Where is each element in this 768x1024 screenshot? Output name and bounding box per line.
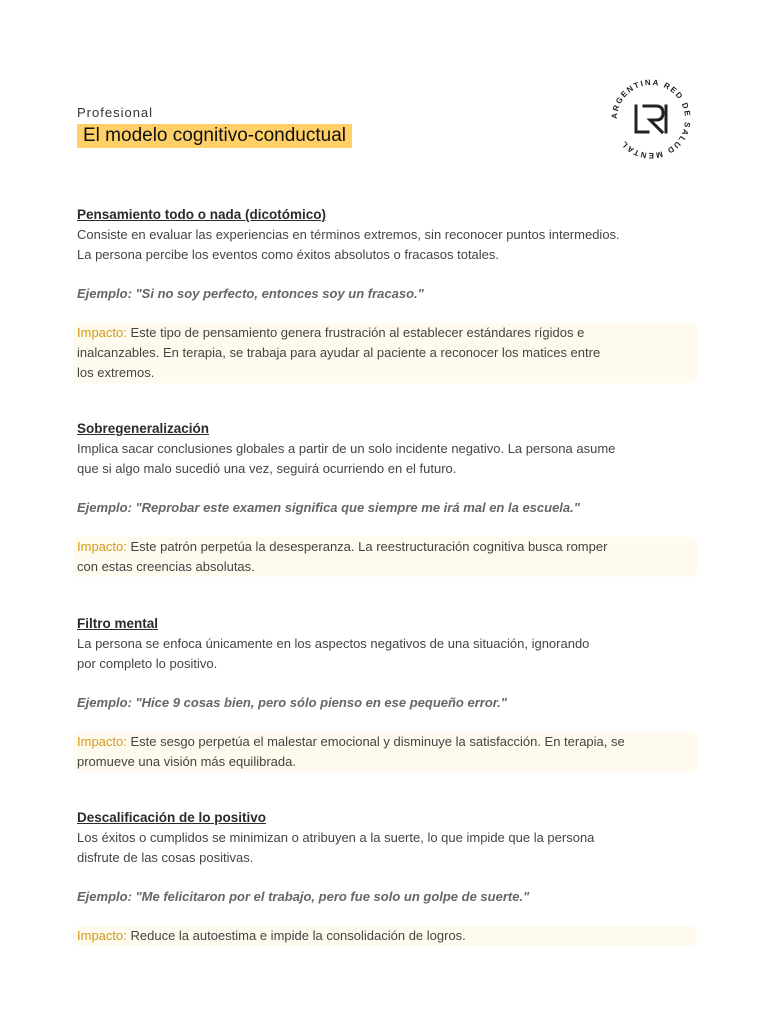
description-line: disfrute de las cosas positivas. xyxy=(77,850,254,865)
organization-logo xyxy=(606,74,696,164)
description-line: Consiste en evaluar las experiencias en términos extremos, sin reconocer puntos intermedios. xyxy=(77,227,620,242)
section-example: Ejemplo: "Hice 9 cosas bien, pero sólo pienso en ese pequeño error." xyxy=(77,695,507,710)
section-disqualifying-positive xyxy=(77,808,697,946)
impact-line xyxy=(77,537,691,557)
impact-line: con estas creencias absolutas. xyxy=(77,559,255,574)
impact-text: Este sesgo perpetúa el malestar emocional y disminuye la satisfacción. En terapia, se xyxy=(130,734,625,749)
impact-box xyxy=(73,323,697,383)
description-line: por completo lo positivo. xyxy=(77,656,218,671)
impact-label: Impacto: xyxy=(77,325,127,340)
document-title: El modelo cognitivo-conductual xyxy=(77,124,352,148)
impact-line: los extremos. xyxy=(77,365,155,380)
section-overgeneralization xyxy=(77,419,697,577)
impact-line: inalcanzables. En terapia, se trabaja para ayudar al paciente a reconocer los matices entre xyxy=(77,345,601,360)
description-line: Implica sacar conclusiones globales a partir de un solo incidente negativo. La persona asume xyxy=(77,441,616,456)
section-example: Ejemplo: "Me felicitaron por el trabajo, pero fue solo un golpe de suerte." xyxy=(77,889,530,904)
section-title: Filtro mental xyxy=(77,616,159,631)
impact-text: Reduce la autoestima e impide la consolidación de logros. xyxy=(130,928,466,943)
section-title: Descalificación de lo positivo xyxy=(77,810,267,825)
section-mental-filter xyxy=(77,614,697,772)
impact-line: promueve una visión más equilibrada. xyxy=(77,754,296,769)
section-example: Ejemplo: "Reprobar este examen significa que siempre me irá mal en la escuela." xyxy=(77,500,580,515)
rsm-monogram-icon xyxy=(606,74,696,164)
description-line: que si algo malo sucedió una vez, seguirá ocurriendo en el futuro. xyxy=(77,461,457,476)
section-description xyxy=(77,828,697,868)
section-example: Ejemplo: "Si no soy perfecto, entonces soy un fracaso." xyxy=(77,286,424,301)
impact-text: Este tipo de pensamiento genera frustración al establecer estándares rígidos e xyxy=(130,325,585,340)
impact-box xyxy=(73,537,697,577)
impact-box xyxy=(73,926,697,946)
description-line: La persona se enfoca únicamente en los aspectos negativos de una situación, ignorando xyxy=(77,636,590,651)
logo-ring-text: ARGENTINA RED DE SALUD MENTAL xyxy=(609,77,693,161)
section-description xyxy=(77,634,697,674)
impact-line xyxy=(77,323,691,343)
description-line: La persona percibe los eventos como éxitos absolutos o fracasos totales. xyxy=(77,247,500,262)
impact-label: Impacto: xyxy=(77,734,127,749)
impact-label: Impacto: xyxy=(77,539,127,554)
description-line: Los éxitos o cumplidos se minimizan o atribuyen a la suerte, lo que impide que la persona xyxy=(77,830,595,845)
impact-text: Este patrón perpetúa la desesperanza. La reestructuración cognitiva busca romper xyxy=(130,539,608,554)
impact-line xyxy=(77,926,691,946)
section-title: Sobregeneralización xyxy=(77,421,210,436)
impact-label: Impacto: xyxy=(77,928,127,943)
impact-box xyxy=(73,732,697,772)
section-description xyxy=(77,225,697,265)
section-description xyxy=(77,439,697,479)
document-category: Profesional xyxy=(77,105,154,120)
section-title: Pensamiento todo o nada (dicotómico) xyxy=(77,207,327,222)
section-dichotomous-thinking xyxy=(77,205,697,383)
impact-line xyxy=(77,732,691,752)
